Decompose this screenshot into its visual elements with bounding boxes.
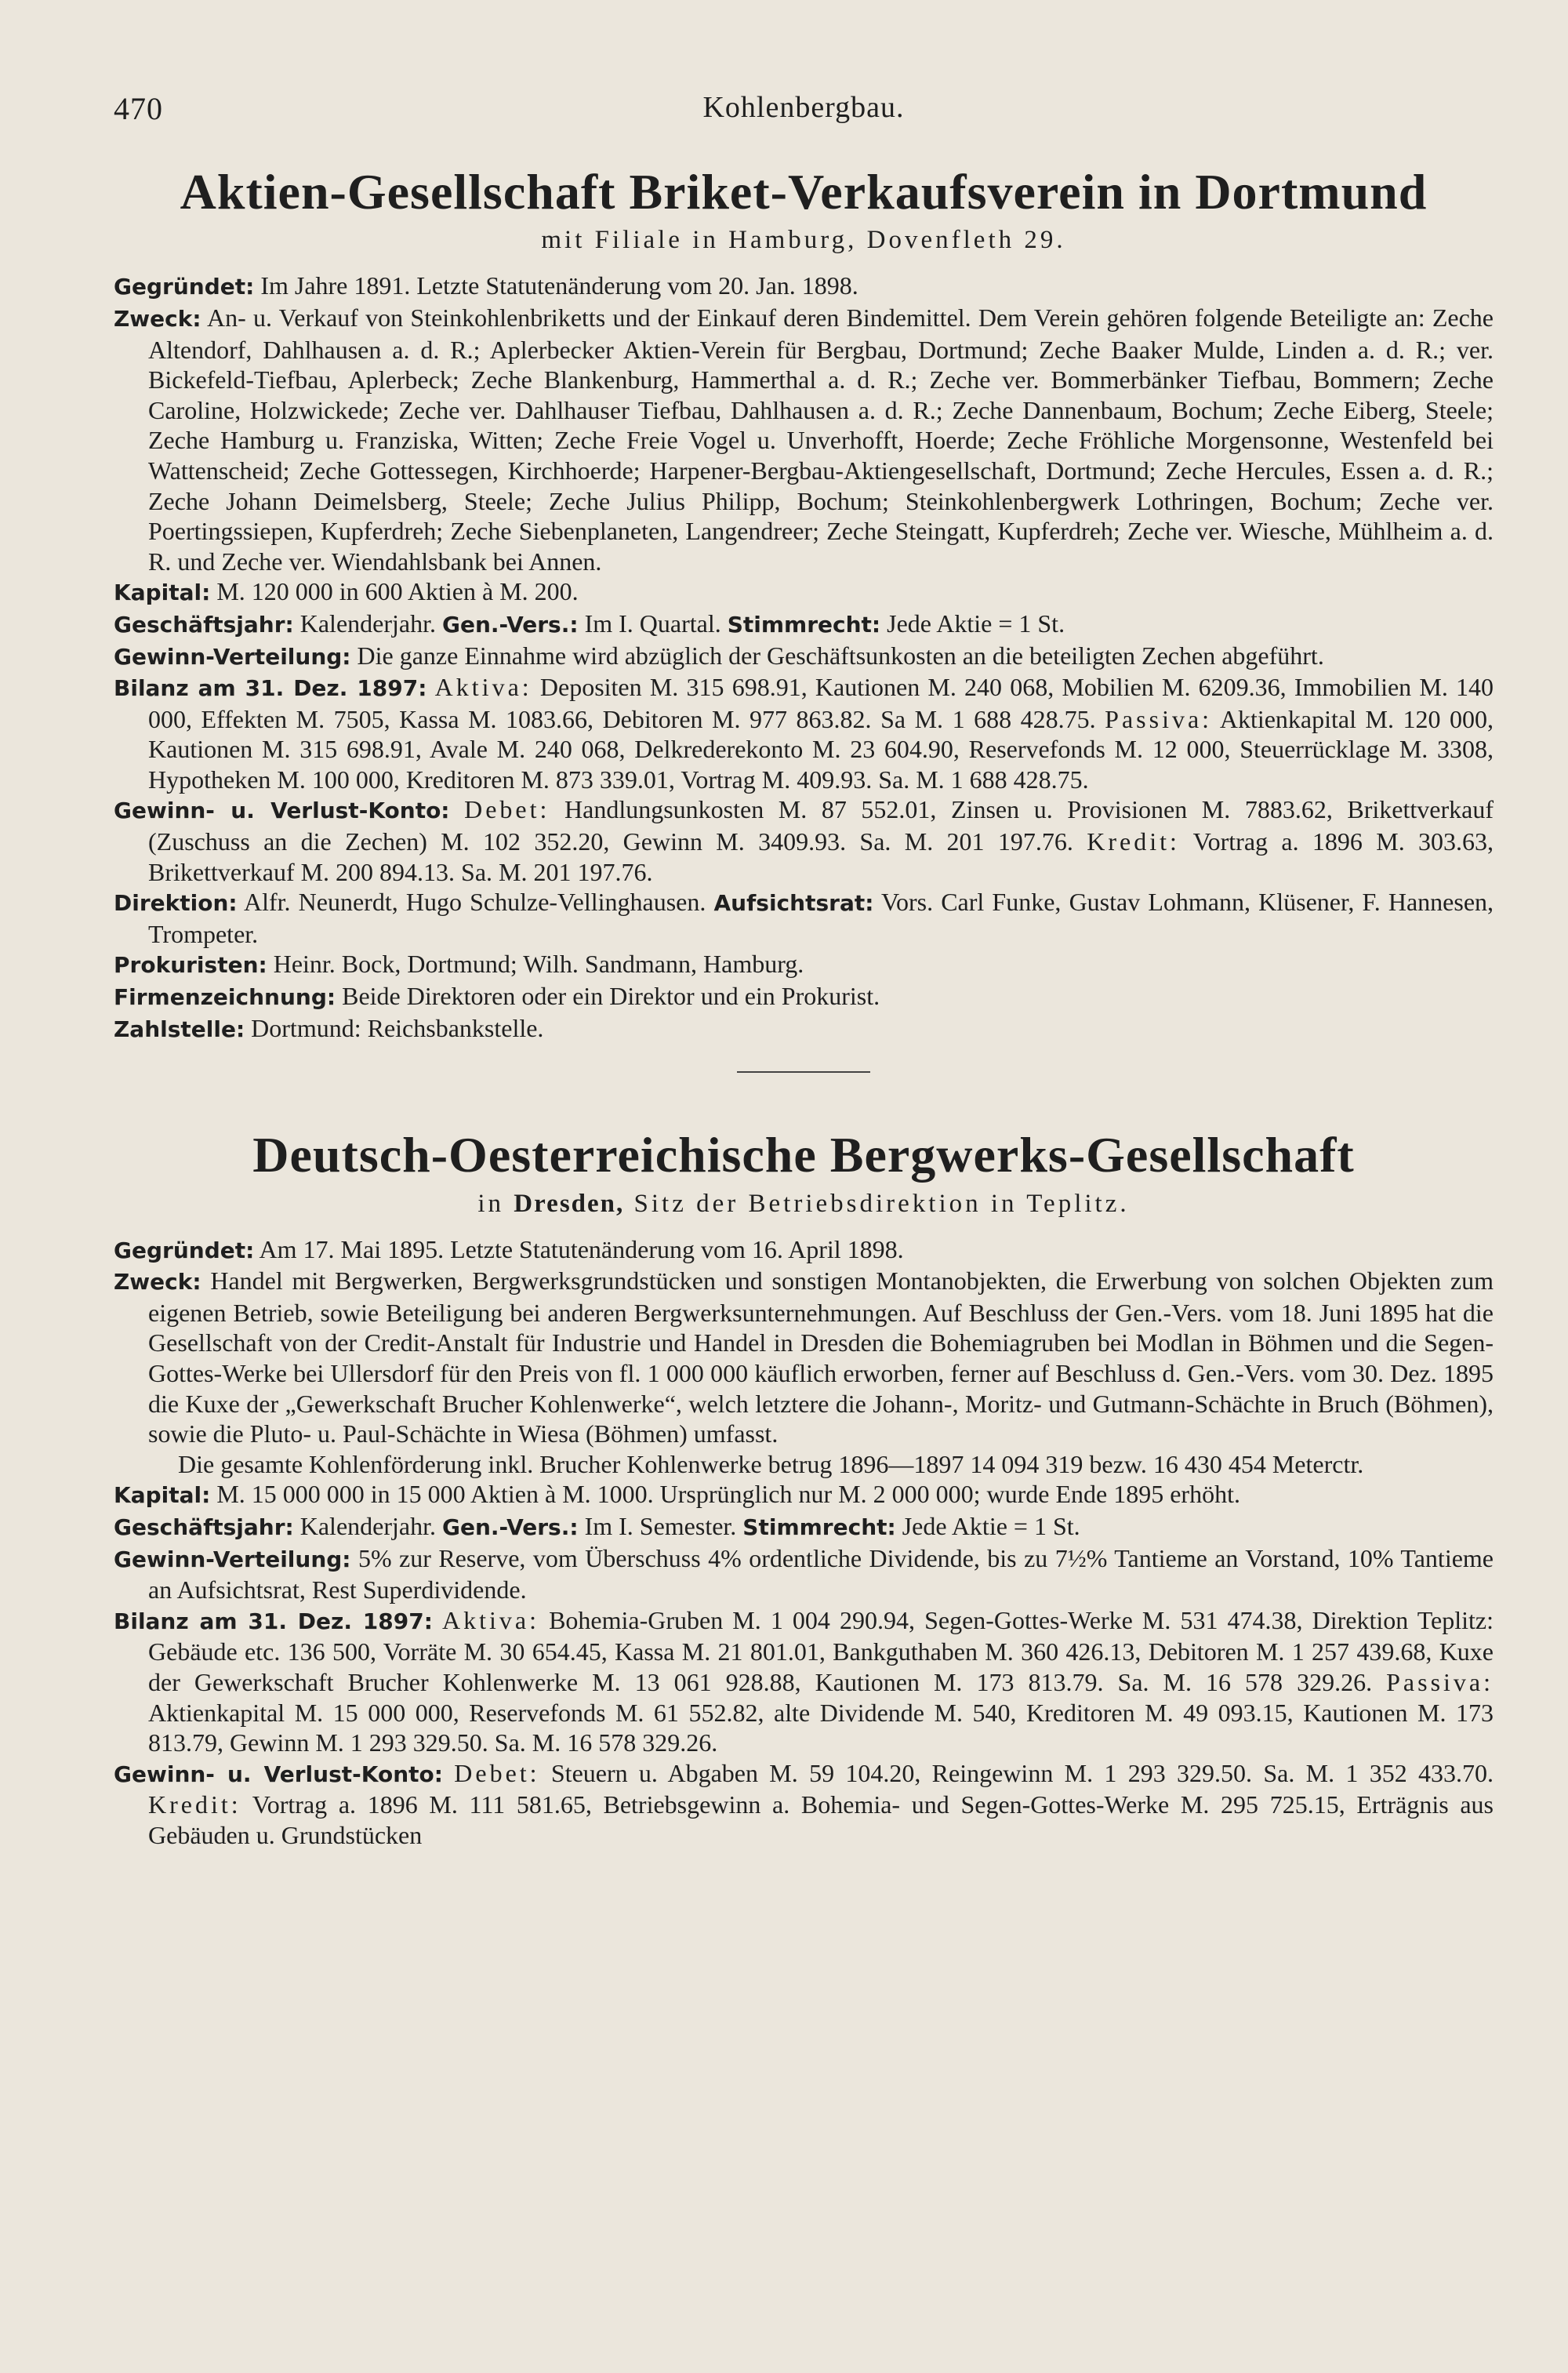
company-entry-deutsch-oesterreichische — [114, 1128, 1494, 1850]
company-title: Deutsch-Oesterreichische Bergwerks-Gesellschaft — [252, 1127, 1355, 1183]
text-aktiva: Depositen M. 315 698.91, Kautionen M. 240 068, Mobilien M. 6209.36, Immobilien M. 140 000, Effekten M. 7505, Kassa M. 1083.66, Debitoren M. 977 863.82. Sa M. 1 688 428.75. — [148, 673, 1494, 733]
company-subtitle — [114, 1190, 1494, 1219]
label-aktiva: Aktiva: — [442, 1605, 539, 1634]
text-gegruendet: Am 17. Mai 1895. Letzte Statutenänderung vom 16. April 1898. — [259, 1234, 904, 1263]
text-prokuristen: Heinr. Bock, Dortmund; Wilh. Sandmann, Hamburg. — [273, 950, 804, 979]
text-zweck: An- u. Verkauf von Steinkohlenbriketts und der Einkauf deren Bindemittel. Dem Verein gehören folgende Beteiligte an: Zeche Altendorf, Dahlhausen a. d. R.; Aplerbecker Aktien-Verein für Bergbau, Dortmund; Zeche Baaker Mulde, Linden a. d. R.; ver. Bickefeld-Tiefbau, Aplerbeck; Zeche Blankenburg, Hammerthal a. d. R.; Zeche ver. Bommerbänker Tiefbau, Bommern; Zeche Caroline, Holzwickede; Zeche ver. Dahlhauser Tiefbau, Dahlhausen a. d. R.; Zeche Dannenbaum, Bochum; Zeche Eiberg, Steele; Zeche Hamburg u. Franziska, Witten; Zeche Freie Vogel u. Unverhofft, Hoerde; Zeche Fröhliche Morgensonne, Westenfeld bei Wattenscheid; Zeche Gottessegen, Kirchhoerde; Harpener-Bergbau-Aktiengesellschaft, Dortmund; Zeche Hercules, Essen a. d. R.; Zeche Johann Deimelsberg, Steele; Zeche Julius Philipp, Bochum; Steinkohlenbergwerk Lothringen, Bochum; Zeche ver. Poertingssiepen, Kupferdreh; Zeche Siebenplaneten, Langendreer; Zeche Steingatt, Kupferdreh; Zeche ver. Wiesche, Mühlheim a. d. R. und Zeche ver. Wiendahlsbank bei Annen. — [148, 303, 1494, 576]
label-aufsichtsrat: Aufsichtsrat: — [713, 890, 874, 917]
page-content — [114, 165, 1494, 1851]
label-debet: Debet: — [464, 795, 550, 824]
label-kredit: Kredit: — [1087, 827, 1180, 856]
text-aufsichtsrat: Vors. Carl Funke, Gustav Lohmann, Klüsener, F. Hannesen, Trompeter. — [148, 888, 1494, 948]
company-title: Aktien-Gesellschaft Briket-Verkaufsverein in Dortmund — [180, 164, 1428, 220]
entry-bilanz — [114, 1605, 1494, 1758]
text-firmenzeichnung: Beide Direktoren oder ein Direktor und ein Prokurist. — [342, 982, 880, 1011]
label-gegruendet: Gegründet: — [114, 274, 255, 300]
text-debet: Steuern u. Abgaben M. 59 104.20, Reingewinn M. 1 293 329.50. Sa. M. 1 352 433.70. — [550, 1758, 1494, 1787]
text-gewinn-verteilung: Die ganze Einnahme wird abzüglich der Geschäftsunkosten an die beteiligten Zechen abgeführt. — [357, 641, 1324, 670]
page-header — [114, 90, 1494, 137]
label-stimmrecht: Stimmrecht: — [742, 1514, 896, 1540]
running-title: Kohlenbergbau. — [702, 91, 905, 124]
entry-kapital — [114, 1479, 1494, 1511]
label-gegruendet: Gegründet: — [114, 1237, 255, 1263]
label-kapital: Kapital: — [114, 1482, 211, 1509]
entry-geschaeftsjahr — [114, 609, 1494, 641]
subtitle-city: Dresden, — [514, 1189, 625, 1218]
entry-zweck — [114, 303, 1494, 576]
text-aktiva: Bohemia-Gruben M. 1 004 290.94, Segen-Gottes-Werke M. 531 474.38, Direktion Teplitz: Gebäude etc. 136 500, Vorräte M. 30 654.45, Kassa M. 21 801.01, Bankguthaben M. 360 426.13, Debitoren M. 1 257 439.68, Kuxe der Gewerkschaft Brucher Kohlenwerke M. 13 061 928.88, Kautionen M. 173 813.79. Sa. M. 16 578 329.26. — [148, 1605, 1494, 1696]
label-geschaeftsjahr: Geschäftsjahr: — [114, 1514, 294, 1540]
label-passiva: Passiva: — [1386, 1667, 1494, 1696]
section-separator — [737, 1071, 870, 1073]
label-bilanz: Bilanz am 31. Dez. 1897: — [114, 1608, 433, 1634]
entry-prokuristen — [114, 949, 1494, 981]
text-geschaeftsjahr: Kalenderjahr. — [299, 1511, 436, 1540]
entry-gegruendet — [114, 1234, 1494, 1266]
label-zweck: Zweck: — [114, 305, 201, 332]
subtitle-rest: Sitz der Betriebsdirektion in Teplitz. — [633, 1189, 1130, 1218]
entry-zweck-continuation — [114, 1449, 1494, 1480]
text-genvers: Im I. Semester. — [584, 1511, 737, 1540]
text-stimmrecht: Jede Aktie = 1 St. — [902, 1511, 1080, 1540]
entry-gewinn-verteilung — [114, 1543, 1494, 1605]
text-gewinn-verteilung: 5% zur Reserve, vom Überschuss 4% ordentliche Dividende, bis zu 7½% Tantieme an Vorstand, 10% Tantieme an Aufsichtsrat, Rest Superdividende. — [148, 1543, 1494, 1604]
text-passiva: Aktienkapital M. 15 000 000, Reservefonds M. 61 552.82, alte Dividende M. 540, Kreditoren M. 49 093.15, Kautionen M. 173 813.79, Gewinn M. 1 293 329.50. Sa. M. 16 578 329.26. — [148, 1698, 1494, 1757]
entry-gewinn-verlust — [114, 794, 1494, 887]
entry-gewinn-verteilung — [114, 641, 1494, 673]
label-genvers: Gen.-Vers.: — [441, 611, 579, 638]
entry-gewinn-verlust — [114, 1758, 1494, 1851]
text-debet: Handlungsunkosten M. 87 552.01, Zinsen u. Provisionen M. 7883.62, Brikettverkauf (Zuschuss an die Zechen) M. 102 352.20, Gewinn M. 3409.93. Sa. M. 201 197.76. — [148, 795, 1494, 856]
label-direktion: Direktion: — [114, 890, 238, 917]
entry-firmenzeichnung — [114, 981, 1494, 1013]
text-passiva: Aktienkapital M. 120 000, Kautionen M. 315 698.91, Avale M. 240 068, Delkrederekonto M. 23 604.90, Reservefonds M. 12 000, Steuerrücklage M. 3308, Hypotheken M. 100 000, Kreditoren M. 873 339.01, Vortrag M. 409.93. Sa. M. 1 688 428.75. — [148, 704, 1494, 794]
entry-bilanz — [114, 672, 1494, 794]
label-passiva: Passiva: — [1105, 704, 1213, 733]
text-zweck: Handel mit Bergwerken, Bergwerksgrundstücken und sonstigen Montanobjekten, die Erwerbung von solchen Objekten zum eigenen Betrieb, sowie Beteiligung bei anderen Bergwerksunternehmungen. Auf Beschluss der Gen.-Vers. vom 18. Juni 1895 hat die Gesellschaft von der Credit-Anstalt für Industrie und Handel in Dresden die Bohemiagruben bei Modlan in Böhmen und die Segen-Gottes-Werke bei Ullersdorf für den Preis von fl. 1 000 000 käuflich erworben, ferner auf Beschluss d. Gen.-Vers. vom 30. Dez. 1895 die Kuxe der „Gewerkschaft Brucher Kohlenwerke“, welch letztere die Johann-, Moritz- und Gutmann-Schächte in Bruch (Böhmen), sowie die Pluto- u. Paul-Schächte in Wiesa (Böhmen) umfasst. — [148, 1266, 1494, 1448]
entry-kapital — [114, 576, 1494, 609]
text-direktion: Alfr. Neunerdt, Hugo Schulze-Vellinghausen. — [243, 888, 706, 917]
label-kredit: Kredit: — [148, 1790, 241, 1819]
label-gewinn-verlust: Gewinn- u. Verlust-Konto: — [114, 1761, 443, 1787]
subtitle-prefix: in — [477, 1189, 505, 1218]
label-bilanz: Bilanz am 31. Dez. 1897: — [114, 675, 427, 702]
label-genvers: Gen.-Vers.: — [441, 1514, 579, 1540]
text-kapital: M. 120 000 in 600 Aktien à M. 200. — [216, 577, 579, 606]
text-kapital: M. 15 000 000 in 15 000 Aktien à M. 1000. Ursprünglich nur M. 2 000 000; wurde Ende 1895 erhöht. — [216, 1480, 1240, 1509]
label-zahlstelle: Zahlstelle: — [114, 1016, 245, 1042]
label-gewinn-verlust: Gewinn- u. Verlust-Konto: — [114, 798, 450, 824]
text-genvers: Im I. Quartal. — [584, 609, 721, 638]
text-zahlstelle: Dortmund: Reichsbankstelle. — [251, 1013, 544, 1042]
label-firmenzeichnung: Firmenzeichnung: — [114, 984, 336, 1011]
entry-direktion — [114, 887, 1494, 949]
text-stimmrecht: Jede Aktie = 1 St. — [887, 609, 1065, 638]
label-debet: Debet: — [454, 1758, 540, 1787]
label-gewinn-verteilung: Gewinn-Verteilung: — [114, 643, 351, 670]
label-gewinn-verteilung: Gewinn-Verteilung: — [114, 1546, 351, 1572]
label-aktiva: Aktiva: — [434, 673, 532, 702]
label-geschaeftsjahr: Geschäftsjahr: — [114, 611, 294, 638]
text-kredit: Vortrag a. 1896 M. 303.63, Brikettverkauf M. 200 894.13. Sa. M. 201 197.76. — [148, 827, 1494, 886]
company-subtitle: mit Filiale in Hamburg, Dovenfleth 29. — [541, 226, 1066, 255]
entry-gegruendet — [114, 271, 1494, 303]
label-kapital: Kapital: — [114, 580, 211, 606]
text-zweck-extra: Die gesamte Kohlenförderung inkl. Brucher Kohlenwerke betrug 1896—1897 14 094 319 bezw. 16 430 454 Meterctr. — [178, 1449, 1364, 1478]
text-geschaeftsjahr: Kalenderjahr. — [299, 609, 436, 638]
page-number: 470 — [114, 91, 163, 126]
text-gegruendet: Im Jahre 1891. Letzte Statutenänderung vom 20. Jan. 1898. — [260, 271, 858, 300]
entry-zahlstelle — [114, 1013, 1494, 1045]
entry-geschaeftsjahr — [114, 1511, 1494, 1543]
entry-zweck — [114, 1266, 1494, 1449]
label-stimmrecht: Stimmrecht: — [727, 611, 881, 638]
text-kredit: Vortrag a. 1896 M. 111 581.65, Betriebsgewinn a. Bohemia- und Segen-Gottes-Werke M. 295 725.15, Erträgnis aus Gebäuden u. Grundstücken — [148, 1790, 1494, 1849]
company-entry-briket-verkaufsverein — [114, 165, 1494, 1045]
label-prokuristen: Prokuristen: — [114, 952, 267, 979]
label-zweck: Zweck: — [114, 1269, 201, 1296]
